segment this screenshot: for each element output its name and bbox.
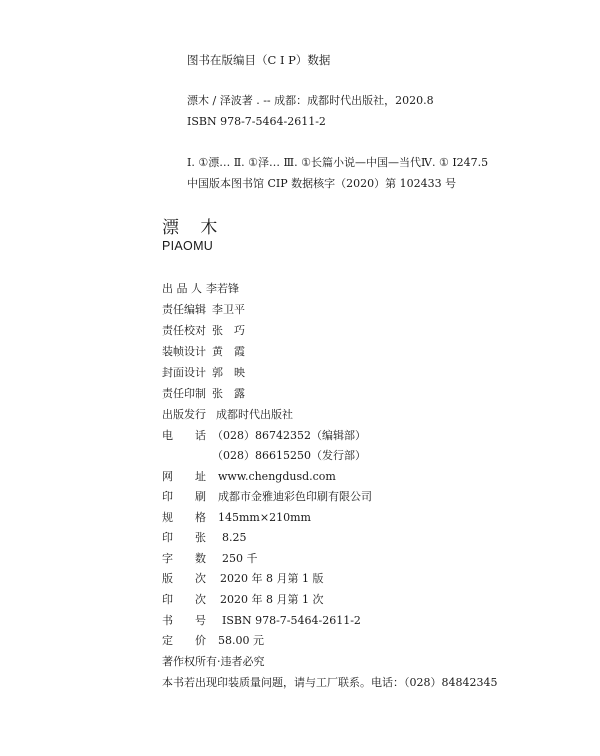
credit-label-book-number: 书 号 bbox=[162, 614, 206, 627]
cip-line-record-number: 中国版本图书馆 CIP 数据核字（2020）第 102433 号 bbox=[187, 177, 457, 190]
credit-value-word-count: 250 千 bbox=[222, 552, 258, 565]
cip-line-author: 漂木 / 泽波著 . -- 成都：成都时代出版社，2020.8 bbox=[187, 94, 434, 107]
credit-label-binding-design: 装帧设计 bbox=[162, 345, 206, 358]
credit-label-editor: 责任编辑 bbox=[162, 303, 206, 316]
quality-notice: 本书若出现印装质量问题，请与工厂联系。电话：（028）84842345 bbox=[162, 676, 498, 689]
credit-label-edition: 版 次 bbox=[162, 572, 206, 585]
credit-label-price: 定 价 bbox=[162, 634, 206, 647]
credit-value-price: 58.00 元 bbox=[218, 634, 264, 647]
credit-label-printed-sheets: 印 张 bbox=[162, 531, 206, 544]
credit-value-proofreader: 张 巧 bbox=[212, 324, 245, 337]
credit-value-impression: 2020 年 8 月第 1 次 bbox=[220, 593, 324, 606]
credit-label-phone: 电 话 bbox=[162, 429, 206, 442]
credit-value-book-number: ISBN 978-7-5464-2611-2 bbox=[222, 614, 361, 627]
cip-line-isbn: ISBN 978-7-5464-2611-2 bbox=[187, 115, 326, 128]
credit-label-print-supervisor: 责任印制 bbox=[162, 387, 206, 400]
credit-label-publisher: 出版发行 bbox=[162, 408, 206, 421]
credit-label-impression: 印 次 bbox=[162, 593, 206, 606]
credit-value-binding-design: 黄 霞 bbox=[212, 345, 245, 358]
credit-value-print-supervisor: 张 露 bbox=[212, 387, 245, 400]
credit-value-edition: 2020 年 8 月第 1 版 bbox=[220, 572, 324, 585]
credit-value-cover-design: 郭 映 bbox=[212, 366, 245, 379]
credit-label-producer: 出 品 人 bbox=[162, 282, 202, 295]
credit-value-printer: 成都市金雅迪彩色印刷有限公司 bbox=[218, 490, 372, 503]
cip-heading: 图书在版编目（C I P）数据 bbox=[187, 53, 331, 67]
credit-value-phone-distribution: （028）86615250（发行部） bbox=[212, 449, 366, 462]
credit-label-word-count: 字 数 bbox=[162, 552, 206, 565]
credit-value-website: www.chengdusd.com bbox=[218, 470, 336, 483]
book-title-pinyin: PIAOMU bbox=[162, 239, 214, 253]
credit-label-cover-design: 封面设计 bbox=[162, 366, 206, 379]
credit-value-producer: 李若锋 bbox=[206, 282, 239, 295]
copyright-notice: 著作权所有·违者必究 bbox=[162, 655, 265, 668]
book-title: 漂 木 bbox=[162, 218, 226, 238]
credit-label-proofreader: 责任校对 bbox=[162, 324, 206, 337]
credit-label-printer: 印 刷 bbox=[162, 490, 206, 503]
credit-value-printed-sheets: 8.25 bbox=[222, 531, 247, 544]
credit-label-format: 规 格 bbox=[162, 511, 206, 524]
credit-value-editor: 李卫平 bbox=[212, 303, 245, 316]
credit-value-phone-editorial: （028）86742352（编辑部） bbox=[212, 429, 366, 442]
cip-line-classification: Ⅰ. ①漂… Ⅱ. ①泽… Ⅲ. ①长篇小说—中国—当代Ⅳ. ① I247.5 bbox=[187, 156, 489, 169]
credit-value-publisher: 成都时代出版社 bbox=[216, 408, 293, 421]
credit-value-format: 145mm×210mm bbox=[218, 511, 311, 524]
credit-label-website: 网 址 bbox=[162, 470, 206, 483]
